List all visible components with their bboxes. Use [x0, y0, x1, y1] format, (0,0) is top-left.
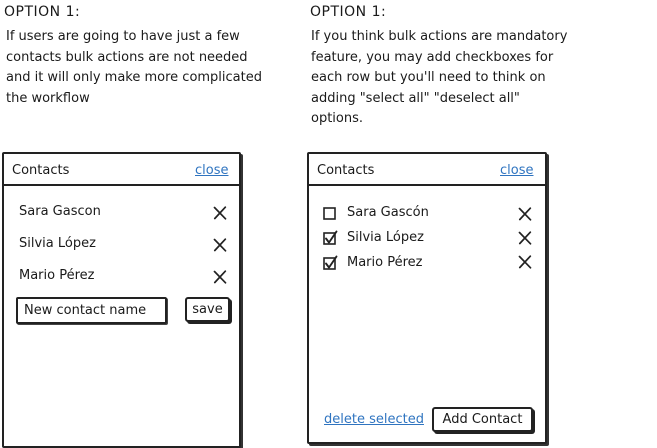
contacts-panel-bulk [307, 152, 547, 444]
add-contact-button[interactable]: Add Contact [432, 407, 533, 432]
close-link[interactable]: close [195, 163, 229, 178]
checkbox-unchecked-icon[interactable] [323, 207, 337, 221]
contact-name: Mario Pérez [19, 268, 95, 283]
contact-name: Sara Gascón [347, 205, 429, 220]
new-contact-input[interactable]: New contact name [16, 297, 167, 324]
panel-title: Contacts [12, 163, 70, 178]
remove-contact-icon[interactable] [213, 238, 227, 252]
checkbox-checked-icon[interactable] [323, 232, 337, 246]
option1-heading: OPTION 1: [4, 4, 81, 20]
contact-name: Sara Gascon [19, 204, 101, 219]
remove-contact-icon[interactable] [518, 231, 532, 245]
contact-name: Silvia López [347, 230, 424, 245]
panel-title: Contacts [317, 163, 375, 178]
option1-note: If users are going to have just a few contacts bulk actions are not needed and it will only make more complicated the workflow [6, 29, 262, 106]
option2-heading: OPTION 1: [310, 4, 387, 20]
contacts-panel-simple [2, 152, 241, 448]
remove-contact-icon[interactable] [518, 255, 532, 269]
remove-contact-icon[interactable] [518, 207, 532, 221]
delete-selected-link[interactable]: delete selected [324, 412, 424, 427]
remove-contact-icon[interactable] [213, 206, 227, 220]
contact-name: Silvia López [19, 236, 96, 251]
remove-contact-icon[interactable] [213, 270, 227, 284]
checkbox-checked-icon[interactable] [323, 257, 337, 271]
panel-divider [4, 184, 239, 186]
panel-divider [309, 184, 545, 186]
close-link[interactable]: close [500, 163, 534, 178]
save-button[interactable]: save [185, 297, 230, 322]
option2-note: If you think bulk actions are mandatory feature, you may add checkboxes for each row but you'll need to think on adding "select all" "deselect all" options. [311, 29, 568, 126]
contact-name: Mario Pérez [347, 255, 423, 270]
